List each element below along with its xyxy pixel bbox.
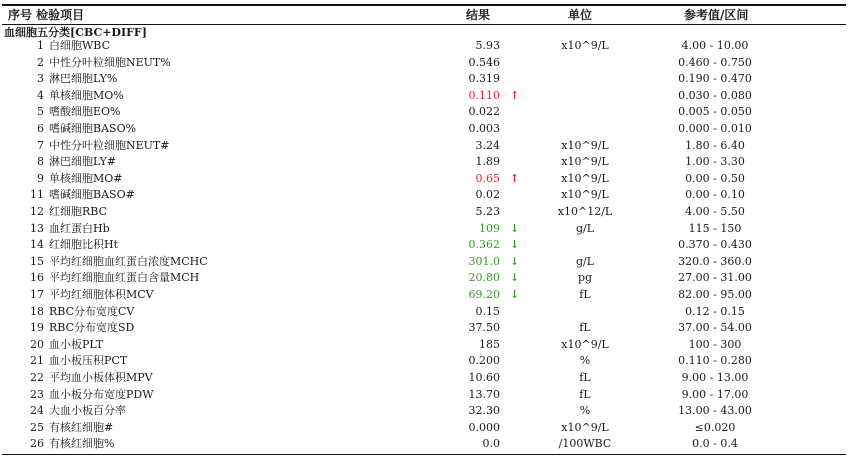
item-name: 大血小板百分率 [49, 404, 126, 418]
result-value: 69.20 [468, 288, 500, 301]
table-row [0, 436, 848, 453]
item-name: 平均红细胞血红蛋白浓度MCHC [49, 254, 208, 268]
reference-range: 0.030 - 0.080 [678, 88, 752, 102]
table-row [0, 304, 848, 321]
result-value: 0.546 [468, 55, 500, 69]
result-value: 32.30 [468, 404, 500, 418]
reference-range: ≤0.020 [694, 420, 736, 434]
unit-cell: g/L [575, 254, 595, 268]
row-number: 23 [30, 387, 44, 401]
table-row [0, 254, 848, 271]
item-name: 血红蛋白Hb [49, 221, 110, 235]
table-row [0, 353, 848, 370]
row-number: 21 [30, 354, 44, 368]
reference-range: 13.00 - 43.00 [678, 404, 752, 418]
up-arrow-icon: ↑ [510, 88, 520, 102]
unit-cell: x10^9/L [561, 39, 609, 52]
reference-range: 0.00 - 0.10 [685, 188, 745, 202]
result-value: 5.93 [475, 39, 500, 52]
result-value: 1.89 [475, 155, 500, 169]
down-arrow-icon: ↓ [510, 221, 520, 235]
up-arrow-icon: ↑ [510, 171, 520, 185]
item-name: 血小板压积PCT [49, 354, 128, 368]
row-number: 12 [30, 205, 44, 218]
unit-cell: x10^9/L [561, 155, 609, 169]
header-no-item: 序号 检验项目 [8, 8, 85, 22]
item-name: 有核红细胞% [49, 437, 115, 451]
item-name: 白细胞WBC [49, 39, 111, 52]
unit-cell: x10^9/L [561, 188, 609, 202]
table-row [0, 71, 848, 88]
table-row [0, 55, 848, 72]
table-row [0, 420, 848, 437]
table-row [0, 88, 848, 105]
table-row [0, 403, 848, 420]
unit-cell: % [579, 354, 591, 368]
unit-cell: x10^9/L [561, 420, 609, 434]
reference-range: 1.00 - 3.30 [685, 155, 745, 169]
reference-range: 100 - 300 [688, 337, 742, 351]
table-row [0, 387, 848, 404]
result-value: 13.70 [468, 387, 500, 401]
row-number: 26 [30, 437, 44, 451]
result-value: 0.362 [468, 238, 500, 252]
reference-range: 9.00 - 13.00 [681, 371, 749, 384]
table-row [0, 320, 848, 337]
bottom-rule [2, 454, 846, 455]
row-number: 19 [30, 321, 44, 335]
down-arrow-icon: ↓ [510, 288, 520, 301]
table-row [0, 337, 848, 354]
table-row [0, 204, 848, 221]
unit-cell: /100WBC [558, 437, 612, 451]
row-number: 4 [37, 88, 44, 102]
row-number: 22 [30, 371, 44, 384]
result-value: 0.110 [468, 88, 500, 102]
unit-cell: x10^9/L [561, 171, 609, 185]
item-name: 红细胞RBC [49, 205, 107, 218]
unit-cell: % [579, 404, 591, 418]
reference-range: 0.00 - 0.50 [685, 171, 745, 185]
reference-range: 37.00 - 54.00 [678, 321, 752, 335]
item-name: RBC分布宽度SD [49, 321, 135, 335]
row-number: 20 [30, 337, 44, 351]
reference-range: 0.005 - 0.050 [678, 105, 752, 119]
table-row [0, 187, 848, 204]
result-value: 185 [479, 337, 500, 351]
row-number: 25 [30, 420, 44, 434]
reference-range: 115 - 150 [688, 221, 742, 235]
reference-range: 0.460 - 0.750 [678, 55, 752, 69]
item-name: 中性分叶粒细胞NEUT# [49, 138, 170, 152]
unit-cell: x10^12/L [557, 205, 613, 218]
result-value: 0.003 [468, 122, 500, 135]
item-name: 淋巴细胞LY# [49, 155, 117, 169]
table-row [0, 138, 848, 155]
unit-cell: fL [579, 371, 591, 384]
item-name: 单核细胞MO# [49, 171, 123, 185]
unit-cell: fL [579, 387, 591, 401]
section-title: 血细胞五分类[CBC+DIFF] [4, 26, 147, 39]
item-name: 淋巴细胞LY% [49, 72, 118, 86]
table-row [0, 121, 848, 138]
row-number: 17 [30, 288, 44, 301]
reference-range: 320.0 - 360.0 [678, 254, 752, 268]
row-number: 11 [30, 188, 44, 202]
item-name: 平均血小板体积MPV [49, 371, 153, 384]
down-arrow-icon: ↓ [510, 254, 520, 268]
reference-range: 27.00 - 31.00 [678, 271, 752, 285]
row-number: 9 [37, 171, 44, 185]
reference-range: 0.370 - 0.430 [678, 238, 752, 252]
reference-range: 9.00 - 17.00 [681, 387, 749, 401]
header-reference: 参考值/区间 [684, 8, 749, 22]
table-row [0, 171, 848, 188]
unit-cell: x10^9/L [561, 337, 609, 351]
row-number: 5 [37, 105, 44, 119]
header-unit: 单位 [568, 8, 593, 22]
reference-range: 1.80 - 6.40 [685, 138, 745, 152]
table-row [0, 154, 848, 171]
down-arrow-icon: ↓ [510, 238, 520, 252]
unit-cell: x10^9/L [561, 138, 609, 152]
item-name: 平均红细胞体积MCV [49, 288, 154, 301]
reference-range: 82.00 - 95.00 [678, 288, 752, 301]
row-number: 18 [30, 304, 44, 318]
item-name: 单核细胞MO% [49, 88, 124, 102]
result-value: 10.60 [468, 371, 500, 384]
top-rule [2, 4, 846, 6]
row-number: 1 [37, 39, 44, 52]
item-name: 红细胞比积Ht [49, 238, 119, 252]
reference-range: 4.00 - 10.00 [681, 39, 749, 52]
reference-range: 0.110 - 0.280 [678, 354, 752, 368]
result-value: 37.50 [468, 321, 500, 335]
table-row [0, 38, 848, 55]
row-number: 6 [37, 122, 44, 135]
item-name: RBC分布宽度CV [49, 304, 135, 318]
item-name: 血小板分布宽度PDW [49, 387, 154, 401]
result-value: 301.0 [468, 254, 500, 268]
item-name: 平均红细胞血红蛋白含量MCH [49, 271, 200, 285]
row-number: 15 [30, 254, 44, 268]
result-value: 0.0 [482, 437, 500, 451]
item-name: 中性分叶粒细胞NEUT% [49, 55, 171, 69]
row-number: 14 [30, 238, 44, 252]
unit-cell: pg [577, 271, 593, 285]
result-value: 0.15 [475, 304, 500, 318]
unit-cell: g/L [575, 221, 595, 235]
reference-range: 0.0 - 0.4 [692, 437, 738, 451]
reference-range: 0.12 - 0.15 [685, 304, 745, 318]
row-number: 7 [37, 138, 44, 152]
table-row [0, 104, 848, 121]
result-value: 0.02 [475, 188, 500, 202]
table-row [0, 221, 848, 238]
table-row [0, 237, 848, 254]
reference-range: 0.190 - 0.470 [678, 72, 752, 86]
item-name: 嗜碱细胞BASO# [49, 188, 135, 202]
row-number: 13 [30, 221, 44, 235]
result-value: 0.65 [475, 171, 500, 185]
result-value: 0.200 [468, 354, 500, 368]
table-row [0, 370, 848, 387]
reference-range: 0.000 - 0.010 [678, 122, 752, 135]
item-name: 嗜碱细胞BASO% [49, 122, 137, 135]
result-value: 109 [479, 221, 500, 235]
row-number: 24 [30, 404, 44, 418]
result-value: 5.23 [475, 205, 500, 218]
item-name: 血小板PLT [49, 337, 104, 351]
header-result: 结果 [466, 8, 491, 22]
row-number: 3 [37, 72, 44, 86]
row-number: 16 [30, 271, 44, 285]
table-row [0, 287, 848, 304]
down-arrow-icon: ↓ [510, 271, 520, 285]
table-row [0, 270, 848, 287]
row-number: 8 [37, 155, 44, 169]
result-value: 20.80 [468, 271, 500, 285]
reference-range: 4.00 - 5.50 [685, 205, 745, 218]
unit-cell: fL [579, 288, 591, 301]
item-name: 嗜酸细胞EO% [49, 105, 121, 119]
result-value: 0.319 [468, 72, 500, 86]
item-name: 有核红细胞# [49, 420, 114, 434]
result-value: 0.022 [468, 105, 500, 119]
unit-cell: fL [579, 321, 591, 335]
result-value: 3.24 [475, 138, 500, 152]
result-value: 0.000 [468, 420, 500, 434]
row-number: 2 [37, 55, 44, 69]
